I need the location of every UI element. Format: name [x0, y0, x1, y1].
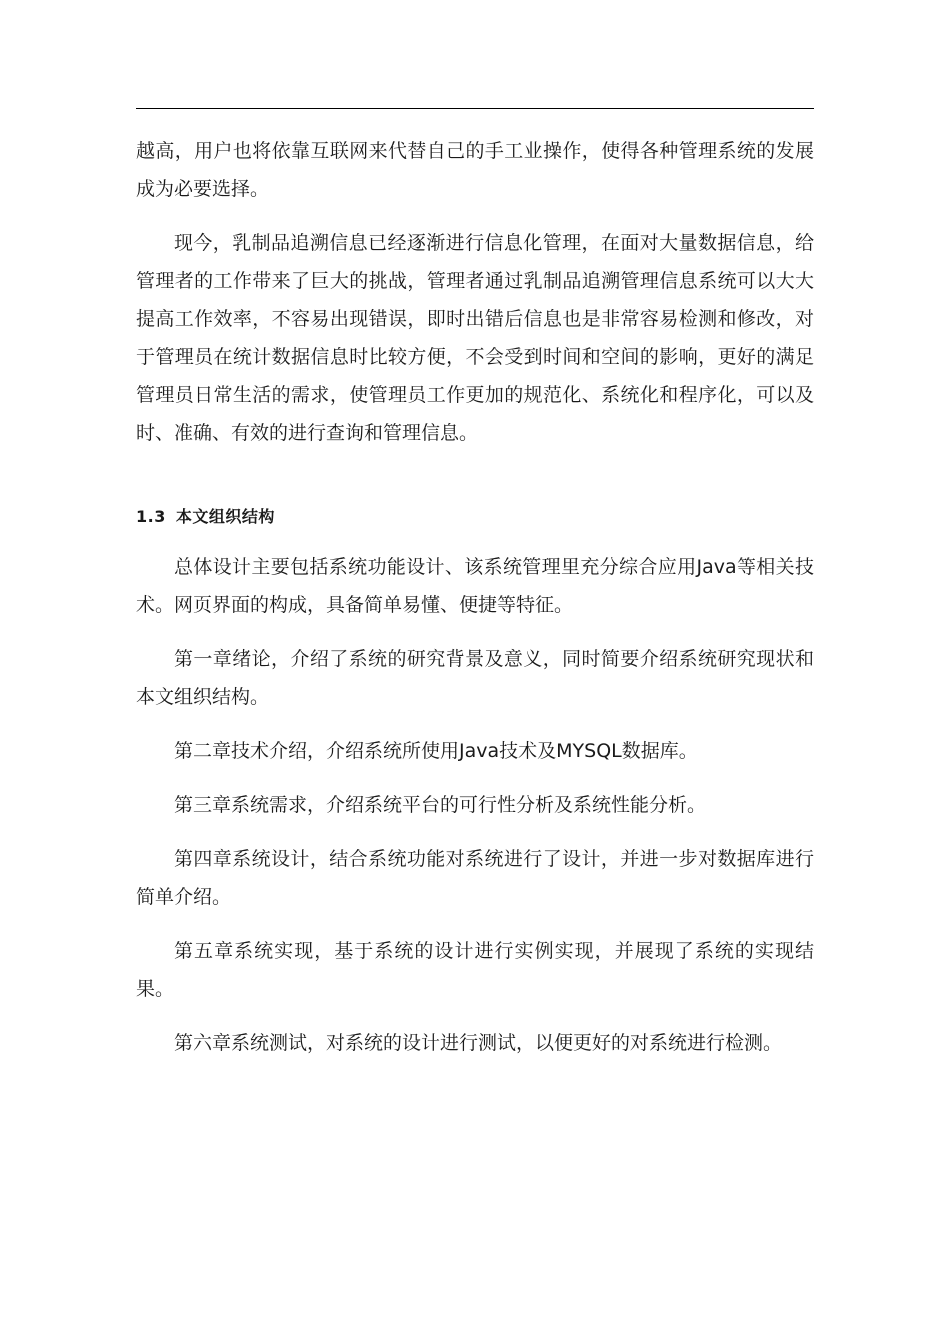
paragraph-chapter-5: 第五章系统实现，基于系统的设计进行实例实现，并展现了系统的实现结果。: [136, 940, 814, 1000]
paragraph-chapter-4: 第四章系统设计，结合系统功能对系统进行了设计，并进一步对数据库进行简单介绍。: [136, 848, 814, 908]
paragraph-continuation: 越高，用户也将依靠互联网来代替自己的手工业操作，使得各种管理系统的发展成为必要选择。: [136, 140, 814, 200]
paragraph-chapter-6: 第六章系统测试，对系统的设计进行测试，以便更好的对系统进行检测。: [174, 1032, 783, 1054]
paragraph-chapter-2: 第二章技术介绍，介绍系统所使用Java技术及MYSQL数据库。: [174, 740, 698, 762]
paragraph-overview: 总体设计主要包括系统功能设计、该系统管理里充分综合应用Java等相关技术。网页界面的构成，具备简单易懂、便捷等特征。: [136, 556, 814, 616]
paragraph-chapter-1: 第一章绪论，介绍了系统的研究背景及意义，同时简要介绍系统研究现状和本文组织结构。: [136, 648, 814, 708]
section-title: 本文组织结构: [175, 507, 275, 526]
paragraph-traceability: 现今，乳制品追溯信息已经逐渐进行信息化管理，在面对大量数据信息，给管理者的工作带来了巨大的挑战，管理者通过乳制品追溯管理信息系统可以大大提高工作效率，不容易出现错误，即时出错后信息也是非常容易检测和修改，对于管理员在统计数据信息时比较方便，不会受到时间和空间的影响，更好的满足管理员日常生活的需求，使管理员工作更加的规范化、系统化和程序化，可以及时、准确、有效的进行查询和管理信息。: [136, 232, 814, 444]
body-text: [136, 132, 814, 1062]
section-heading: [136, 498, 814, 536]
section-number: 1.3: [136, 507, 166, 526]
paragraph-chapter-3: 第三章系统需求，介绍系统平台的可行性分析及系统性能分析。: [174, 794, 707, 816]
header-rule: [136, 108, 814, 109]
